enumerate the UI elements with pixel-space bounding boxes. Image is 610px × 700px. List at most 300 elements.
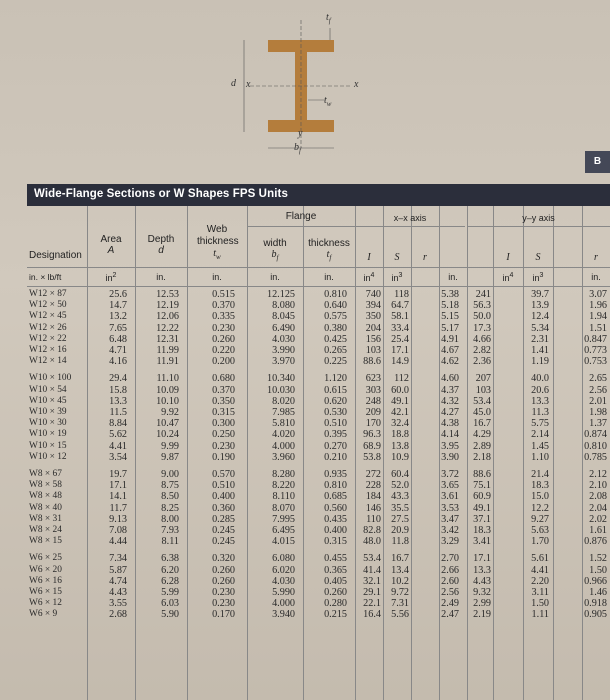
- rx-cell: 4.60: [441, 373, 459, 385]
- Sy-cell: 39.7: [531, 289, 549, 300]
- ry-cell: 2.65: [589, 373, 607, 385]
- flange-thickness-column: [303, 289, 347, 627]
- rx-units: in.: [448, 272, 458, 282]
- row-group-1: [29, 373, 87, 463]
- Sy-cell: 20.6: [531, 384, 549, 396]
- Iy-cell: 2.18: [473, 451, 491, 463]
- thickness-cell: 0.270: [324, 440, 347, 452]
- ry-cell: 0.874: [584, 429, 607, 441]
- designation-cell: W8 × 24: [29, 525, 62, 536]
- Iy-cell: 9.32: [473, 587, 491, 599]
- web-cell: 0.510: [212, 480, 235, 492]
- area-cell: 14.7: [109, 300, 127, 312]
- Sy-cell: 9.27: [531, 513, 549, 525]
- rx-cell: 3.65: [441, 480, 459, 492]
- row-group-2: [87, 469, 127, 547]
- depth-cell: 9.00: [161, 469, 179, 481]
- Sx-cell: 118: [394, 289, 409, 300]
- width-cell: 10.340: [266, 373, 295, 385]
- thickness-cell: 0.810: [324, 289, 347, 300]
- yy-axis-group-header: y–y axis: [522, 213, 555, 223]
- width-cell: 5.990: [272, 587, 295, 599]
- Sy-cell: 12.4: [531, 311, 549, 323]
- thickness-cell: 0.405: [324, 575, 347, 587]
- area-cell: 15.8: [109, 384, 127, 396]
- depth-cell: 8.50: [161, 491, 179, 503]
- depth-units: in.: [156, 272, 166, 282]
- ry-cell: 2.12: [589, 469, 607, 481]
- web-cell: 0.230: [212, 322, 235, 334]
- row-group-1: [187, 373, 235, 463]
- row-group-0: [29, 289, 87, 367]
- appendix-tab-badge: B: [585, 151, 610, 173]
- thickness-cell: 0.210: [324, 451, 347, 463]
- designation-cell: W6 × 20: [29, 564, 62, 575]
- rx-cell: 5.18: [441, 300, 459, 312]
- rx-cell: 5.15: [441, 311, 459, 323]
- designation-cell: W6 × 12: [29, 598, 62, 609]
- web-cell: 0.245: [212, 525, 235, 537]
- Sx-cell: 7.31: [391, 598, 409, 610]
- web-units: in.: [212, 272, 222, 282]
- row-group-3: [383, 553, 409, 620]
- width-cell: 4.000: [272, 440, 295, 452]
- flange-width-header: width $b_f$: [263, 238, 287, 262]
- Sy-cell: 12.2: [531, 502, 549, 514]
- Sy-cell: 5.34: [531, 322, 549, 334]
- rx-cell: 2.60: [441, 575, 459, 587]
- iy-units: $in^4$: [502, 272, 514, 283]
- row-group-0: [383, 289, 409, 367]
- designation-cell: W10 × 30: [29, 418, 67, 429]
- iy-column: [467, 289, 491, 627]
- thickness-cell: 0.225: [324, 356, 347, 368]
- Sy-cell: 13.3: [531, 395, 549, 407]
- ry-header: r: [594, 252, 598, 263]
- row-group-0: [135, 289, 179, 367]
- Ix-cell: 623: [365, 373, 381, 385]
- area-cell: 17.1: [109, 480, 127, 492]
- thickness-cell: 0.435: [324, 513, 347, 525]
- designation-cell: W6 × 15: [29, 587, 62, 598]
- area-cell: 7.34: [109, 553, 127, 565]
- Sy-cell: 21.4: [531, 469, 549, 481]
- web-cell: 0.320: [212, 553, 235, 565]
- Iy-cell: 17.3: [473, 322, 491, 334]
- web-cell: 0.260: [212, 333, 235, 345]
- row-group-1: [87, 373, 127, 463]
- Ix-cell: 41.4: [363, 564, 381, 576]
- width-cell: 3.970: [272, 356, 295, 368]
- ry-cell: 2.02: [589, 513, 607, 525]
- thickness-cell: 0.365: [324, 564, 347, 576]
- area-header: Area A: [100, 234, 122, 256]
- Ix-cell: 53.8: [363, 451, 381, 463]
- ry-cell: 0.785: [584, 451, 607, 463]
- Iy-cell: 16.7: [473, 418, 491, 430]
- Ix-cell: 16.4: [363, 609, 381, 621]
- designation-cell: W10 × 45: [29, 395, 67, 406]
- designation-cell: W6 × 9: [29, 609, 58, 620]
- row-group-3: [187, 553, 235, 620]
- flange-width-column: [247, 289, 295, 627]
- width-cell: 12.125: [266, 289, 295, 300]
- ry-cell: 0.905: [584, 609, 607, 621]
- Sy-cell: 1.70: [531, 536, 549, 548]
- Sy-cell: 1.10: [531, 451, 549, 463]
- Iy-cell: 56.3: [473, 300, 491, 312]
- row-group-2: [553, 469, 607, 547]
- Sy-cell: 1.19: [531, 356, 549, 368]
- rx-cell: 5.17: [441, 322, 459, 334]
- flange-group-header: Flange: [285, 211, 317, 222]
- depth-cell: 10.47: [156, 418, 179, 430]
- tw-label: $t_w$: [324, 95, 332, 108]
- depth-cell: 12.22: [156, 322, 179, 334]
- row-group-0: [553, 289, 607, 367]
- Iy-cell: 207: [475, 373, 491, 385]
- area-cell: 19.7: [109, 469, 127, 481]
- rx-cell: 4.67: [441, 345, 459, 357]
- Sy-cell: 13.9: [531, 300, 549, 312]
- Sx-cell: 25.4: [391, 333, 409, 345]
- Ix-cell: 88.6: [363, 356, 381, 368]
- rx-cell: 3.90: [441, 451, 459, 463]
- row-group-3: [355, 553, 381, 620]
- depth-cell: 5.99: [161, 587, 179, 599]
- thickness-cell: 0.395: [324, 429, 347, 441]
- area-cell: 6.48: [109, 333, 127, 345]
- web-cell: 0.230: [212, 587, 235, 599]
- width-cell: 8.070: [272, 502, 295, 514]
- width-cell: 6.490: [272, 322, 295, 334]
- Ix-cell: 53.4: [363, 553, 381, 565]
- depth-header: Depth d: [147, 234, 175, 256]
- designation-cell: W12 × 16: [29, 345, 67, 356]
- web-cell: 0.350: [212, 395, 235, 407]
- designation-cell: W12 × 50: [29, 300, 67, 311]
- Ix-cell: 248: [365, 395, 381, 407]
- Ix-cell: 22.1: [363, 598, 381, 610]
- Sy-cell: 15.0: [531, 491, 549, 503]
- rx-cell: 4.27: [441, 407, 459, 419]
- rx-column: [411, 289, 459, 627]
- Ix-cell: 82.8: [363, 525, 381, 537]
- width-cell: 3.940: [272, 609, 295, 621]
- designation-cell: W10 × 100: [29, 373, 72, 384]
- depth-cell: 6.03: [161, 598, 179, 610]
- area-cell: 13.3: [109, 395, 127, 407]
- depth-cell: 10.24: [156, 429, 179, 441]
- web-cell: 0.370: [212, 384, 235, 396]
- ry-cell: 2.08: [589, 491, 607, 503]
- web-thickness-header: Web thickness $t_w$: [197, 224, 239, 261]
- Ix-cell: 29.1: [363, 587, 381, 599]
- designation-cell: W6 × 16: [29, 575, 62, 586]
- designation-cell: W8 × 58: [29, 480, 62, 491]
- designation-cell: W12 × 14: [29, 356, 67, 367]
- sy-header: S: [535, 252, 541, 263]
- Iy-cell: 88.6: [473, 469, 491, 481]
- width-cell: 4.030: [272, 333, 295, 345]
- Iy-cell: 53.4: [473, 395, 491, 407]
- Ix-cell: 103: [365, 345, 381, 357]
- thickness-cell: 0.260: [324, 587, 347, 599]
- Sx-cell: 17.1: [391, 345, 409, 357]
- ry-cell: 2.01: [589, 395, 607, 407]
- row-group-2: [383, 469, 409, 547]
- area-cell: 2.68: [109, 609, 127, 621]
- depth-cell: 8.00: [161, 513, 179, 525]
- sy-column: [493, 289, 549, 627]
- row-group-1: [411, 373, 459, 463]
- row-group-0: [247, 289, 295, 367]
- Iy-cell: 2.89: [473, 440, 491, 452]
- row-group-1: [303, 373, 347, 463]
- row-group-1: [135, 373, 179, 463]
- x-axis-label-left: x: [246, 79, 251, 90]
- row-group-2: [303, 469, 347, 547]
- Ix-cell: 394: [365, 300, 381, 312]
- width-cell: 7.985: [272, 407, 295, 419]
- Sx-cell: 13.4: [391, 564, 409, 576]
- area-cell: 29.4: [109, 373, 127, 385]
- row-group-3: [247, 553, 295, 620]
- rx-cell: 4.14: [441, 429, 459, 441]
- area-cell: 8.84: [109, 418, 127, 430]
- Ix-cell: 156: [365, 333, 381, 345]
- Sx-cell: 27.5: [391, 513, 409, 525]
- thickness-cell: 0.935: [324, 469, 347, 481]
- depth-cell: 6.20: [161, 564, 179, 576]
- rx-cell: 2.49: [441, 598, 459, 610]
- thickness-cell: 0.455: [324, 553, 347, 565]
- row-group-1: [493, 373, 549, 463]
- depth-cell: 11.10: [156, 373, 179, 385]
- area-cell: 5.87: [109, 564, 127, 576]
- depth-cell: 10.09: [156, 384, 179, 396]
- width-cell: 5.810: [272, 418, 295, 430]
- web-cell: 0.220: [212, 345, 235, 357]
- y-axis-label: y: [298, 128, 303, 139]
- row-group-3: [303, 553, 347, 620]
- rx-cell: 3.53: [441, 502, 459, 514]
- ix-units: $in^4$: [363, 272, 375, 283]
- thickness-cell: 0.510: [324, 418, 347, 430]
- designation-cell: W8 × 67: [29, 469, 62, 480]
- rx-cell: 2.47: [441, 609, 459, 621]
- area-cell: 25.6: [109, 289, 127, 300]
- row-group-0: [493, 289, 549, 367]
- width-cell: 3.960: [272, 451, 295, 463]
- web-cell: 0.230: [212, 598, 235, 610]
- width-cell: 6.495: [272, 525, 295, 537]
- area-cell: 4.71: [109, 345, 127, 357]
- row-group-1: [247, 373, 295, 463]
- rx-cell: 5.38: [441, 289, 459, 300]
- ry-cell: 0.753: [584, 356, 607, 368]
- area-cell: 11.7: [109, 502, 127, 514]
- thickness-cell: 0.560: [324, 502, 347, 514]
- depth-column: [135, 289, 179, 627]
- Sx-cell: 32.4: [391, 418, 409, 430]
- Sy-cell: 1.50: [531, 598, 549, 610]
- Sx-cell: 43.3: [391, 491, 409, 503]
- designation-cell: W10 × 12: [29, 451, 67, 462]
- row-group-3: [467, 553, 491, 620]
- row-group-0: [411, 289, 459, 367]
- Iy-cell: 13.3: [473, 564, 491, 576]
- Sy-cell: 40.0: [531, 373, 549, 385]
- Sy-cell: 2.20: [531, 575, 549, 587]
- Iy-cell: 4.43: [473, 575, 491, 587]
- depth-cell: 11.99: [156, 345, 179, 357]
- row-group-3: [135, 553, 179, 620]
- web-cell: 0.285: [212, 513, 235, 525]
- ry-cell: 0.847: [584, 333, 607, 345]
- thickness-cell: 0.530: [324, 407, 347, 419]
- Iy-cell: 241: [475, 289, 491, 300]
- designation-header: Designation: [29, 250, 82, 261]
- row-group-3: [29, 553, 87, 620]
- row-group-2: [411, 469, 459, 547]
- width-units: in.: [270, 272, 280, 282]
- row-group-0: [355, 289, 381, 367]
- width-cell: 4.000: [272, 598, 295, 610]
- Ix-cell: 204: [365, 322, 381, 334]
- width-cell: 6.020: [272, 564, 295, 576]
- Sy-cell: 1.11: [531, 609, 549, 621]
- rx-cell: 4.91: [441, 333, 459, 345]
- sx-units: $in^3$: [391, 272, 403, 283]
- area-cell: 14.1: [109, 491, 127, 503]
- web-cell: 0.300: [212, 418, 235, 430]
- rx-cell: 4.37: [441, 384, 459, 396]
- row-group-2: [29, 469, 87, 547]
- Sx-cell: 5.56: [391, 609, 409, 621]
- width-cell: 8.045: [272, 311, 295, 323]
- designation-cell: W10 × 54: [29, 384, 67, 395]
- row-group-1: [467, 373, 491, 463]
- web-cell: 0.230: [212, 440, 235, 452]
- thickness-cell: 0.640: [324, 300, 347, 312]
- web-cell: 0.200: [212, 356, 235, 368]
- Iy-cell: 103: [475, 384, 491, 396]
- width-cell: 4.015: [272, 536, 295, 548]
- web-cell: 0.245: [212, 536, 235, 548]
- web-cell: 0.190: [212, 451, 235, 463]
- depth-cell: 12.06: [156, 311, 179, 323]
- depth-cell: 8.25: [161, 502, 179, 514]
- designation-units: in. × lb/ft: [29, 272, 62, 282]
- area-cell: 5.62: [109, 429, 127, 441]
- Sy-cell: 18.3: [531, 480, 549, 492]
- Sx-cell: 112: [394, 373, 409, 385]
- depth-cell: 11.91: [156, 356, 179, 368]
- row-group-0: [187, 289, 235, 367]
- Iy-cell: 50.0: [473, 311, 491, 323]
- area-cell: 4.41: [109, 440, 127, 452]
- table-title: Wide-Flange Sections or W Shapes FPS Units: [34, 188, 288, 200]
- Sx-cell: 49.1: [391, 395, 409, 407]
- thickness-cell: 0.265: [324, 345, 347, 357]
- Ix-cell: 170: [365, 418, 381, 430]
- Iy-cell: 2.82: [473, 345, 491, 357]
- Sy-cell: 5.75: [531, 418, 549, 430]
- Sy-cell: 1.45: [531, 440, 549, 452]
- Ix-cell: 146: [365, 502, 381, 514]
- tf-label: $t_f$: [326, 12, 331, 25]
- web-cell: 0.250: [212, 429, 235, 441]
- Sx-cell: 18.8: [391, 429, 409, 441]
- Ix-cell: 303: [365, 384, 381, 396]
- designation-cell: W8 × 31: [29, 513, 62, 524]
- row-group-2: [187, 469, 235, 547]
- rx-cell: 3.42: [441, 525, 459, 537]
- area-cell: 4.74: [109, 575, 127, 587]
- area-cell: 9.13: [109, 513, 127, 525]
- Sx-cell: 20.9: [391, 525, 409, 537]
- Sx-cell: 60.4: [391, 469, 409, 481]
- ry-cell: 0.810: [584, 440, 607, 452]
- depth-cell: 6.28: [161, 575, 179, 587]
- rx-cell: 2.70: [441, 553, 459, 565]
- Sy-cell: 5.63: [531, 525, 549, 537]
- ry-cell: 1.52: [589, 553, 607, 565]
- designation-cell: W12 × 22: [29, 333, 67, 344]
- thickness-cell: 0.575: [324, 311, 347, 323]
- flange-thickness-header: thickness $t_f$: [308, 238, 350, 262]
- depth-cell: 9.87: [161, 451, 179, 463]
- web-cell: 0.400: [212, 491, 235, 503]
- depth-cell: 9.92: [161, 407, 179, 419]
- Ix-cell: 48.0: [363, 536, 381, 548]
- Sy-cell: 11.3: [531, 407, 549, 419]
- rx-cell: 4.38: [441, 418, 459, 430]
- Sx-cell: 11.8: [391, 536, 409, 548]
- depth-cell: 8.11: [161, 536, 179, 548]
- ry-cell: 2.56: [589, 384, 607, 396]
- depth-cell: 12.53: [156, 289, 179, 300]
- web-cell: 0.370: [212, 300, 235, 312]
- ry-cell: 1.61: [589, 525, 607, 537]
- thickness-cell: 0.810: [324, 480, 347, 492]
- rx-cell: 2.56: [441, 587, 459, 599]
- width-cell: 8.080: [272, 300, 295, 312]
- area-cell: 7.65: [109, 322, 127, 334]
- ry-cell: 1.51: [589, 322, 607, 334]
- row-group-1: [553, 373, 607, 463]
- rx-cell: 3.47: [441, 513, 459, 525]
- sx-column: [383, 289, 409, 627]
- rx-cell: 4.32: [441, 395, 459, 407]
- depth-cell: 12.19: [156, 300, 179, 312]
- ry-cell: 0.918: [584, 598, 607, 610]
- ry-cell: 1.37: [589, 418, 607, 430]
- ry-cell: 0.966: [584, 575, 607, 587]
- Sx-cell: 9.72: [391, 587, 409, 599]
- row-group-2: [355, 469, 381, 547]
- depth-cell: 5.90: [161, 609, 179, 621]
- width-cell: 3.990: [272, 345, 295, 357]
- rx-header: r: [423, 252, 427, 263]
- area-cell: 11.5: [109, 407, 127, 419]
- Ix-cell: 96.3: [363, 429, 381, 441]
- depth-cell: 7.93: [161, 525, 179, 537]
- rx-cell: 4.62: [441, 356, 459, 368]
- w-shapes-table: [27, 206, 610, 700]
- row-group-3: [493, 553, 549, 620]
